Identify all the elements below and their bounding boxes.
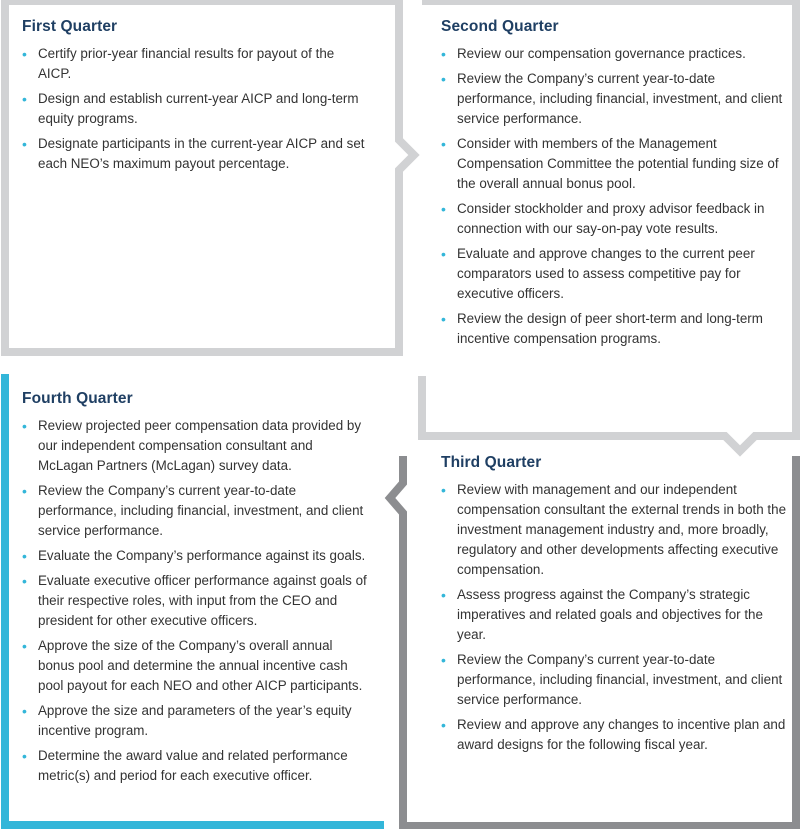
list-item: • Designate participants in the current-year AICP and set each NEO’s maximum payout percentage.	[22, 136, 365, 171]
list-item: • Evaluate and approve changes to the current peer comparators used to assess competitive pay for executive officers.	[441, 246, 755, 301]
list-item: • Review with management and our independent compensation consultant the external trends in both the investment management industry and, more broadly, regulatory and other developments affecting executive compensation.	[441, 482, 787, 577]
third-quarter-panel	[441, 454, 787, 760]
list-item: • Consider with members of the Management Compensation Committee the potential funding size of the overall annual bonus pool.	[441, 136, 779, 191]
bullet-icon: •	[441, 717, 446, 733]
fourth-quarter-panel	[22, 390, 367, 791]
bullet-icon: •	[22, 418, 27, 434]
bullet-icon: •	[22, 748, 27, 764]
list-item: • Evaluate executive officer performance against goals of their respective roles, with input from the CEO and president for other executive officers.	[22, 573, 367, 628]
fourth-quarter-title: Fourth Quarter	[22, 390, 133, 407]
list-item: • Review the design of peer short-term and long-term incentive compensation programs.	[441, 311, 763, 346]
bullet-icon: •	[441, 652, 446, 668]
bullet-icon: •	[441, 311, 446, 327]
second-quarter-list	[441, 44, 787, 349]
list-item: • Assess progress against the Company’s strategic imperatives and related goals and objectives for the year.	[441, 587, 763, 642]
list-item: • Review the Company’s current year-to-date performance, including financial, investment, and client service performance.	[441, 71, 783, 126]
bullet-icon: •	[441, 71, 446, 87]
bullet-icon: •	[22, 483, 27, 499]
third-quarter-list	[441, 480, 787, 755]
bullet-icon: •	[22, 136, 27, 152]
bullet-icon: •	[22, 703, 27, 719]
first-quarter-panel	[22, 18, 367, 179]
bullet-icon: •	[441, 136, 446, 152]
list-item: • Approve the size of the Company’s overall annual bonus pool and determine the annual incentive cash pool payout for each NEO and other AICP participants.	[22, 638, 363, 693]
list-item: • Determine the award value and related performance metric(s) and period for each executive officer.	[22, 748, 348, 783]
list-item: • Design and establish current-year AICP and long-term equity programs.	[22, 91, 359, 126]
list-item: • Review projected peer compensation data provided by our independent compensation consultant and McLagan Partners (McLagan) survey data.	[22, 418, 362, 473]
first-quarter-title: First Quarter	[22, 18, 118, 35]
bullet-icon: •	[22, 46, 27, 62]
bullet-icon: •	[22, 573, 27, 589]
list-item: • Evaluate the Company’s performance against its goals.	[22, 548, 366, 564]
list-item: • Review the Company’s current year-to-date performance, including financial, investment, and client service performance.	[22, 483, 364, 538]
bullet-icon: •	[22, 638, 27, 654]
bullet-icon: •	[441, 201, 446, 217]
fourth-quarter-list	[22, 416, 367, 786]
bullet-icon: •	[441, 46, 446, 62]
list-item: • Review our compensation governance practices.	[441, 46, 746, 62]
second-quarter-title: Second Quarter	[441, 18, 559, 35]
list-item: • Certify prior-year financial results for payout of the AICP.	[22, 46, 335, 81]
list-item: • Review and approve any changes to incentive plan and award designs for the following fiscal year.	[441, 717, 786, 752]
third-quarter-title: Third Quarter	[441, 454, 542, 471]
list-item: • Approve the size and parameters of the year’s equity incentive program.	[22, 703, 352, 738]
first-quarter-list	[22, 44, 367, 174]
bullet-icon: •	[441, 246, 446, 262]
list-item: • Review the Company’s current year-to-date performance, including financial, investment, and client service performance.	[441, 652, 783, 707]
bullet-icon: •	[441, 482, 446, 498]
list-item: • Consider stockholder and proxy advisor feedback in connection with our say-on-pay vote results.	[441, 201, 765, 236]
bullet-icon: •	[22, 548, 27, 564]
bullet-icon: •	[22, 91, 27, 107]
bullet-icon: •	[441, 587, 446, 603]
second-quarter-panel	[441, 18, 787, 354]
